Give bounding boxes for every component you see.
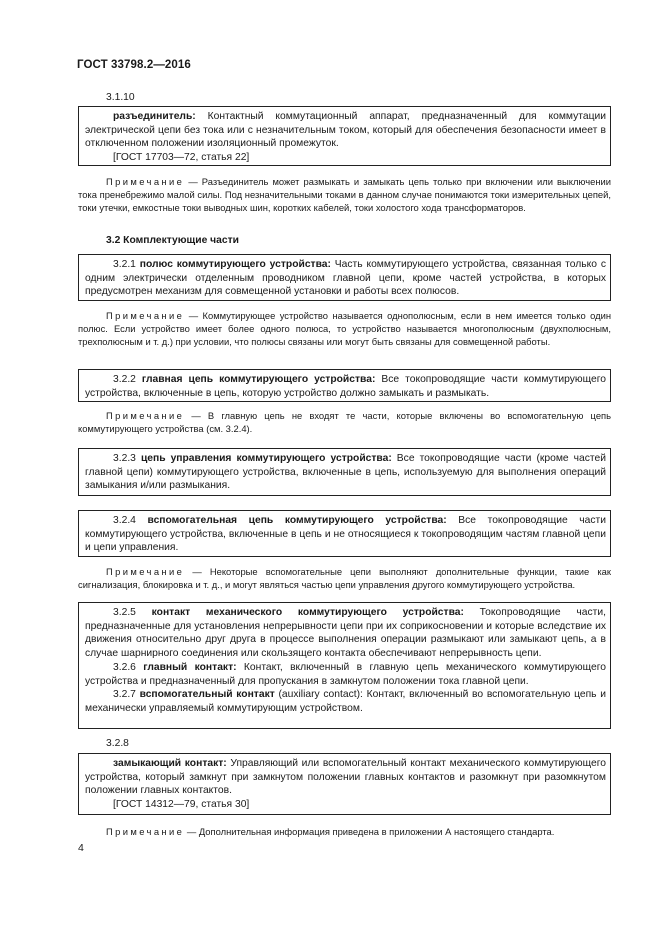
- note-3-2-1: [78, 309, 611, 349]
- term: главная цепь коммутирующего устройства:: [141, 374, 376, 385]
- definition: Все токопроводящие части коммутирующего устройства, включенные в цепь и не относящиеся к токопроводящим частям главной цепи и цепи управления.: [85, 515, 606, 554]
- note-label: Примечание: [106, 566, 185, 577]
- term-number: 3.2.3: [113, 453, 136, 464]
- definition: Все токопроводящие части коммутирующего устройства, включенные в цепь, которую устройство должно замыкать и размыкать.: [85, 374, 606, 399]
- term: полюс коммутирующего устройства:: [139, 259, 331, 270]
- note-label: Примечание: [106, 176, 185, 187]
- note-3-2-4: [78, 565, 611, 591]
- note-label: Примечание: [106, 826, 185, 837]
- note-text: — Дополнительная информация приведена в приложении А настоящего стандарта.: [184, 826, 555, 837]
- term-box-3-2-1: [78, 254, 611, 301]
- term-number: 3.2.8: [106, 738, 129, 749]
- source-reference: [ГОСТ 17703—72, статья 22]: [113, 152, 250, 164]
- document-header: ГОСТ 33798.2—2016: [77, 59, 191, 71]
- note-label: Примечание: [106, 310, 185, 321]
- term-number: 3.2.5: [113, 607, 136, 618]
- note-text: — В главную цепь не входят те части, которые включены во вспомогательную цепь коммутирующего устройства (см. 3.2.4).: [78, 410, 611, 435]
- definition: Контакт, включенный в главную цепь механического коммутирующего устройства и предназначенный для пропускания в замкнутом положении тока главной цепи.: [85, 661, 606, 687]
- term: контакт механического коммутирующего устройства:: [151, 607, 464, 618]
- section-title: 3.2 Комплектующие части: [106, 235, 239, 246]
- note-3-2-8: [78, 825, 611, 838]
- note-3-2-2: [78, 409, 611, 435]
- note-text: — Разъединитель может размыкать и замыкать цепь только при включении или выключении тока пренебрежимо малой силы. Под незначительными токами в данном случае понимаются токи измерительных цепей, токи утечки, емкостные токи выводных шин, коротких кабелей, токи холостого хода трансформаторов.: [78, 176, 611, 214]
- term-number: 3.2.1: [113, 259, 136, 270]
- term: главный контакт:: [143, 661, 237, 673]
- definition: Контактный коммутационный аппарат, предназначенный для коммутации электрической цепи без тока или с незначительным током, который для обеспечения безопасности имеет в отключенном положении изоляционный промежуток.: [85, 111, 606, 150]
- term: вспомогательный контакт: [139, 689, 275, 701]
- term: замыкающий контакт:: [113, 758, 227, 769]
- term-number: 3.2.2: [113, 374, 136, 385]
- term-box-3-2-3: [78, 448, 611, 496]
- note-text: — Коммутирующее устройство называется однополюсным, если в нем имеется только один полюс. Если устройство имеет более одного полюса, то устройство называется многополюсным (двухполюсным, трехполюсным и т. д.) при условии, что полюсы связаны или могут быть связаны для совмещенной работы.: [78, 310, 611, 348]
- term-number: 3.2.7: [113, 689, 136, 701]
- note-3-1-10: [78, 175, 611, 215]
- term-box-3-2-5-to-3-2-7: [78, 602, 611, 729]
- definition: Все токопроводящие части (кроме частей главной цепи) коммутирующего устройства, включенные в цепь, используемую для выполнения операций замыкания и/или размыкания.: [85, 453, 606, 492]
- term-number: 3.2.6: [113, 661, 136, 673]
- term-box-3-2-4: [78, 510, 611, 557]
- term-number: 3.2.4: [113, 515, 136, 526]
- term: цепь управления коммутирующего устройства:: [140, 453, 392, 464]
- term-number: 3.1.10: [106, 92, 135, 103]
- term: разъединитель:: [113, 111, 196, 122]
- note-text: — Некоторые вспомогательные цепи выполняют дополнительные функции, такие как сигнализация, блокировка и т. д., и могут являться частью цепи управления другого коммутирующего устройства.: [78, 566, 611, 591]
- note-label: Примечание: [106, 410, 185, 421]
- term-box-3-2-2: [78, 369, 611, 402]
- source-reference: [ГОСТ 14312—79, статья 30]: [113, 799, 250, 811]
- definition: Управляющий или вспомогательный контакт механического коммутирующего устройства, который замкнут при замкнутом положении главных контактов и разомкнут при разомкнутом положении главных контактов.: [85, 758, 606, 797]
- term-box-3-1-10: [78, 106, 611, 166]
- definition: (auxiliary contact): Контакт, включенный во вспомогательную цепь и механически управляемый коммутирующим устройством.: [85, 689, 606, 714]
- page-number: 4: [78, 842, 84, 854]
- term-box-3-2-8: [78, 753, 611, 815]
- definition: Токопроводящие части, предназначенные для установления непрерывности цепи при их соприкосновении и которые вследствие их движения относительно друг друга в процессе выполнения операции размыкают или замыкают цепь, а в случае шарнирного соединения или скользящего контакта обеспечивают непрерывность цепи.: [85, 607, 606, 660]
- term: вспомогательная цепь коммутирующего устройства:: [147, 515, 447, 526]
- definition: Часть коммутирующего устройства, связанная только с одним электрически отделенным проводником главной цепи, кроме частей устройства, в которых предусмотрен механизм для совмещенной установки и работы всех полюсов.: [85, 259, 606, 298]
